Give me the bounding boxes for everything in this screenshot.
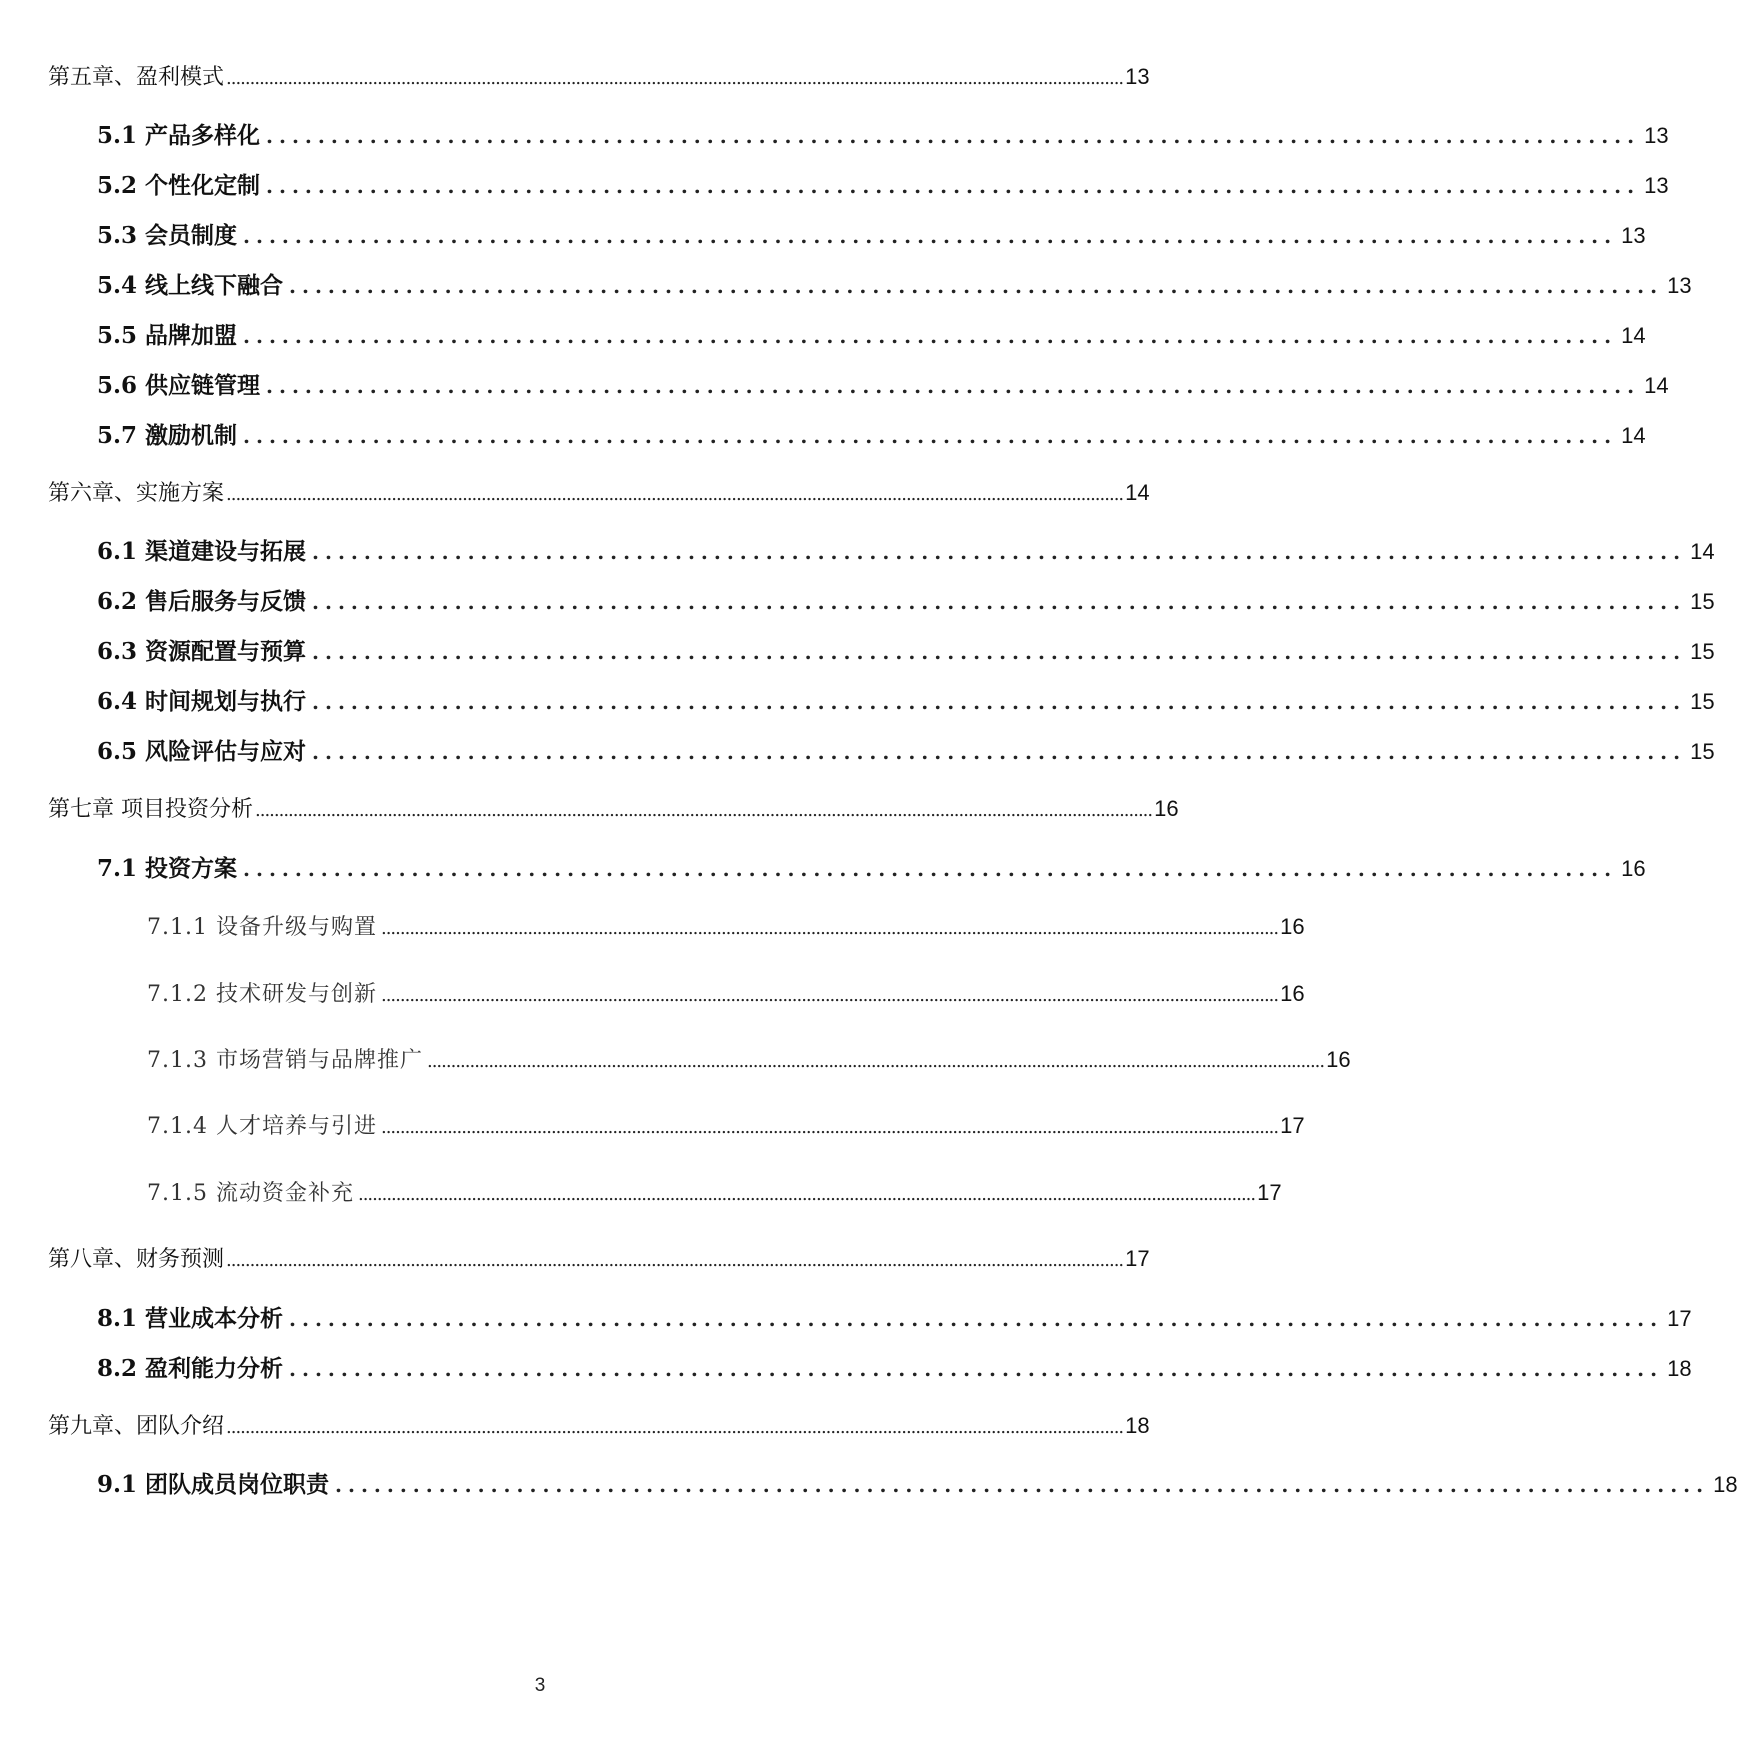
toc-entry-page: 13 (1644, 123, 1669, 148)
dot-leader: .......................................................................................................... (243, 857, 1618, 881)
toc-entry-page: 14 (1690, 539, 1715, 564)
toc-entry-label: 5.5 品牌加盟 (97, 322, 238, 349)
dot-leader: .......................................................................................................... (312, 740, 1687, 764)
toc-entry-label: 5.6 供应链管理 (97, 372, 261, 399)
toc-entry-page: 17 (1667, 1306, 1692, 1331)
toc-entry-label: 5.4 线上线下融合 (97, 272, 284, 299)
toc-entry-6-2[interactable] (97, 583, 1715, 616)
dot-leader: .......................................................................................................... (289, 1357, 1664, 1381)
page-number: 3 (534, 1675, 546, 1696)
toc-entry-chapter-8[interactable] (48, 1242, 1150, 1273)
toc-entry-5-7[interactable] (97, 417, 1646, 450)
dot-leader: .......................................................................................................... (266, 374, 1641, 398)
dot-leader: .............................................................................................................................................................................................. (380, 1117, 1279, 1138)
dot-leader: .............................................................................................................................................................................................. (357, 1184, 1256, 1205)
toc-entry-5-2[interactable] (97, 167, 1669, 200)
toc-entry-label: 第六章、实施方案 (48, 481, 225, 506)
toc-entry-page: 15 (1690, 739, 1715, 764)
toc-entry-label: 6.3 资源配置与预算 (97, 638, 307, 665)
toc-entry-label: 第七章 项目投资分析 (48, 797, 253, 822)
toc-entry-7-1-4[interactable] (147, 1109, 1305, 1140)
dot-leader: .......................................................................................................... (312, 690, 1687, 714)
dot-leader: .......................................................................................................... (266, 124, 1641, 148)
toc-entry-5-1[interactable] (97, 117, 1669, 150)
toc-entry-page: 13 (1621, 223, 1646, 248)
dot-leader: .............................................................................................................................................................................................. (226, 484, 1124, 505)
toc-entry-label: 5.3 会员制度 (97, 222, 238, 249)
toc-entry-6-4[interactable] (97, 683, 1715, 716)
toc-entry-page: 16 (1326, 1047, 1351, 1072)
toc-entry-7-1-1[interactable] (147, 910, 1305, 941)
dot-leader: .......................................................................................................... (243, 324, 1618, 348)
toc-entry-page: 18 (1667, 1356, 1692, 1381)
toc-entry-6-3[interactable] (97, 633, 1715, 666)
toc-entry-page: 16 (1154, 796, 1179, 821)
toc-entry-page: 14 (1621, 323, 1646, 348)
dot-leader: .............................................................................................................................................................................................. (380, 918, 1279, 939)
toc-entry-page: 14 (1621, 423, 1646, 448)
dot-leader: .......................................................................................................... (289, 1307, 1664, 1331)
toc-entry-page: 13 (1125, 64, 1150, 89)
toc-entry-page: 18 (1125, 1413, 1150, 1438)
toc-entry-label: 第八章、财务预测 (48, 1247, 225, 1272)
toc-entry-label: 5.2 个性化定制 (97, 172, 261, 199)
toc-entry-chapter-6[interactable] (48, 476, 1150, 507)
toc-entry-chapter-7[interactable] (48, 792, 1179, 823)
toc-entry-label: 6.2 售后服务与反馈 (97, 588, 307, 615)
dot-leader: .............................................................................................................................................................................................. (426, 1051, 1325, 1072)
dot-leader: .............................................................................................................................................................................................. (226, 1417, 1124, 1438)
toc-entry-page: 15 (1690, 689, 1715, 714)
toc-entry-9-1[interactable] (97, 1466, 1738, 1499)
toc-entry-label: 7.1.5 流动资金补充 (147, 1181, 354, 1206)
dot-leader: .............................................................................................................................................................................................. (226, 68, 1124, 89)
toc-entry-label: 9.1 团队成员岗位职责 (97, 1471, 330, 1498)
toc-entry-label: 7.1.2 技术研发与创新 (147, 982, 377, 1007)
toc-entry-page: 16 (1280, 914, 1305, 939)
toc-entry-7-1[interactable] (97, 850, 1646, 883)
dot-leader: .......................................................................................................... (312, 540, 1687, 564)
dot-leader: .......................................................................................................... (266, 174, 1641, 198)
dot-leader: .......................................................................................................... (312, 640, 1687, 664)
dot-leader: .............................................................................................................................................................................................. (226, 1250, 1124, 1271)
toc-entry-page: 16 (1280, 981, 1305, 1006)
toc-entry-label: 6.5 风险评估与应对 (97, 738, 307, 765)
toc-entry-page: 13 (1644, 173, 1669, 198)
toc-entry-8-1[interactable] (97, 1300, 1692, 1333)
dot-leader: .............................................................................................................................................................................................. (255, 800, 1153, 821)
toc-entry-label: 8.1 营业成本分析 (97, 1305, 284, 1332)
toc-entry-page: 15 (1690, 639, 1715, 664)
toc-entry-label: 6.4 时间规划与执行 (97, 688, 307, 715)
toc-entry-page: 17 (1125, 1246, 1150, 1271)
toc-entry-5-3[interactable] (97, 217, 1646, 250)
toc-entry-page: 13 (1667, 273, 1692, 298)
toc-entry-5-4[interactable] (97, 267, 1692, 300)
toc-entry-label: 6.1 渠道建设与拓展 (97, 538, 307, 565)
toc-entry-page: 14 (1125, 480, 1150, 505)
toc-entry-label: 第九章、团队介绍 (48, 1414, 225, 1439)
toc-entry-chapter-9[interactable] (48, 1409, 1150, 1440)
dot-leader: .......................................................................................................... (335, 1473, 1710, 1497)
toc-entry-page: 17 (1257, 1180, 1282, 1205)
toc-entry-6-1[interactable] (97, 533, 1715, 566)
toc-entry-label: 7.1.1 设备升级与购置 (147, 915, 377, 940)
dot-leader: .......................................................................................................... (243, 224, 1618, 248)
toc-entry-label: 7.1 投资方案 (97, 855, 238, 882)
toc-entry-label: 7.1.4 人才培养与引进 (147, 1114, 377, 1139)
toc-entry-label: 5.7 激励机制 (97, 422, 238, 449)
toc-entry-7-1-3[interactable] (147, 1043, 1351, 1074)
dot-leader: .......................................................................................................... (289, 274, 1664, 298)
dot-leader: .......................................................................................................... (243, 424, 1618, 448)
toc-entry-5-6[interactable] (97, 367, 1669, 400)
toc-entry-chapter-5[interactable] (48, 60, 1150, 91)
toc-entry-6-5[interactable] (97, 733, 1715, 766)
dot-leader: .......................................................................................................... (312, 590, 1687, 614)
toc-entry-page: 18 (1713, 1472, 1738, 1497)
toc-entry-page: 17 (1280, 1113, 1305, 1138)
toc-entry-label: 第五章、盈利模式 (48, 65, 225, 90)
toc-entry-label: 7.1.3 市场营销与品牌推广 (147, 1048, 423, 1073)
toc-entry-7-1-5[interactable] (147, 1176, 1282, 1207)
toc-entry-7-1-2[interactable] (147, 977, 1305, 1008)
toc-entry-8-2[interactable] (97, 1350, 1692, 1383)
toc-entry-page: 15 (1690, 589, 1715, 614)
dot-leader: .............................................................................................................................................................................................. (380, 985, 1279, 1006)
toc-entry-label: 5.1 产品多样化 (97, 122, 261, 149)
toc-entry-5-5[interactable] (97, 317, 1646, 350)
toc-entry-page: 16 (1621, 856, 1646, 881)
toc-entry-page: 14 (1644, 373, 1669, 398)
toc-entry-label: 8.2 盈利能力分析 (97, 1355, 284, 1382)
